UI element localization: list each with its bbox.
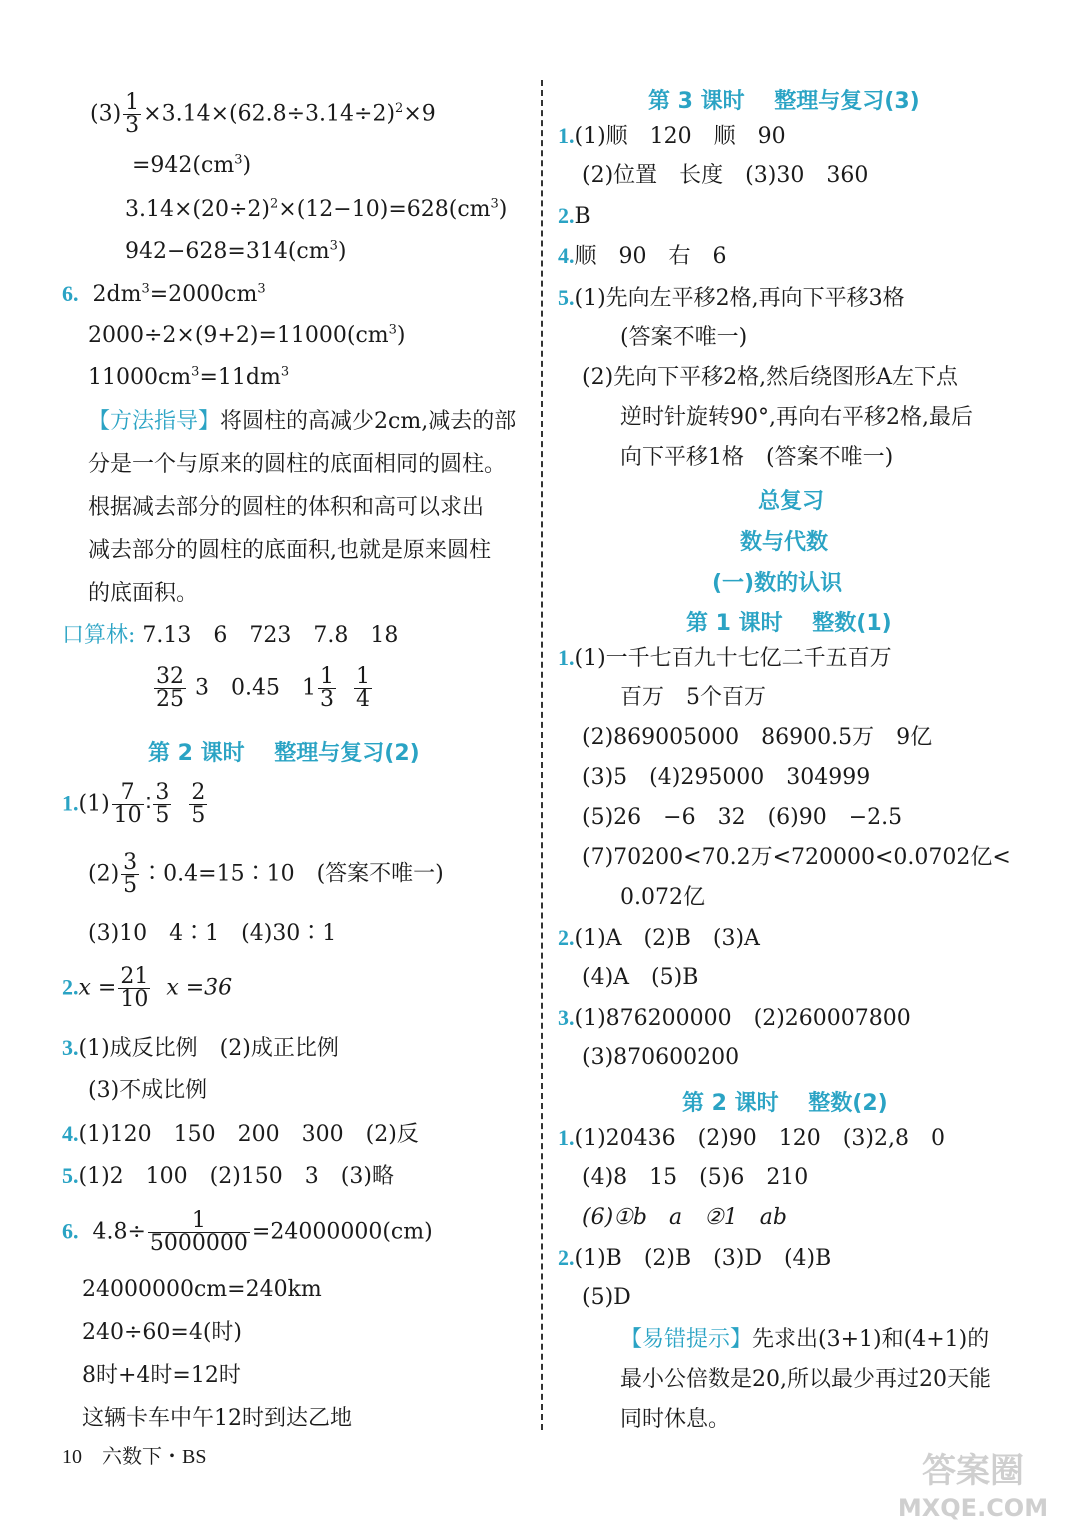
question-number: 6. — [62, 281, 79, 306]
r-q5: 5.(1)先向左平移2格,再向下平移3格 — [558, 285, 905, 311]
s2-q5: 5.(1)2 100 (2)150 3 (3)略 — [62, 1163, 394, 1189]
error-tip-line-3: 同时休息。 — [620, 1407, 731, 1432]
method-line-4: 减去部分的圆柱的底面积,也就是原来圆柱 — [88, 538, 491, 563]
error-tip: 【易错提示】先求出(3+1)和(4+1)的 — [620, 1327, 990, 1352]
z-q2-b: (4)A (5)B — [582, 965, 699, 990]
s2-q6-line-3: 240÷60=4(时) — [82, 1320, 243, 1345]
left-line-1: (3) $\frac{1}{3}$ $\times 3.14\times(62.8\div 3.14\div 2)^2\times 9$ — [90, 90, 436, 138]
s2-q2: 2.x = $\frac{21}{10}$ x =36 — [62, 964, 233, 1012]
left-line-6: $2000\div 2\times(9+2)=11000(cm^3)$ — [88, 322, 406, 348]
column-divider — [541, 80, 543, 1430]
s2-q6: 6. 4.8÷ $\frac{1}{5000000}$ =24000000(cm) — [62, 1208, 433, 1256]
heading-number-algebra: 数与代数 — [740, 530, 829, 555]
watermark-line-2: MXQE.COM — [897, 1494, 1049, 1522]
method-tag: 【方法指导】 — [88, 409, 221, 434]
watermark-line-1: 答案圈 — [922, 1451, 1024, 1491]
r-q5-e: 向下平移1格 (答案不唯一) — [620, 445, 894, 470]
kousuan-line-2: $\frac{32}{25}$ 3 0.45 1 $\frac{1}{3}$ $\frac{1}{4}$ — [156, 664, 370, 712]
error-tip-line-2: 最小公倍数是20,所以最少再过20天能 — [620, 1367, 991, 1392]
z-q1-f: (7)70200<70.2万<720000<0.0702亿< — [582, 845, 1011, 870]
section-heading-lesson-3: 第 3 课时 整理与复习(3) — [648, 89, 920, 114]
left-line-3: $3.14\times(20\div 2)^2\times(12-10)=628(cm^3)$ — [125, 196, 508, 222]
z-q1: 1.(1)一千七百九十七亿二千五百万 — [558, 645, 892, 671]
s2-q1-part-2: (2) $\frac{3}{5}$ ∶0.4=15∶10 (答案不唯一) — [88, 850, 444, 898]
r-q1: 1.(1)顺 120 顺 90 — [558, 123, 786, 149]
y-q1-c: (6)①b a ②1 ab — [582, 1205, 788, 1230]
method-line-5: 的底面积。 — [88, 581, 199, 606]
method-line-3: 根据减去部分的圆柱的体积和高可以求出 — [88, 495, 485, 520]
section-heading-integer-1: 第 1 课时 整数(1) — [686, 611, 892, 636]
heading-general-review: 总复习 — [758, 489, 825, 514]
r-q1-b: (2)位置 长度 (3)30 360 — [582, 163, 869, 188]
y-q2-b: (5)D — [582, 1285, 631, 1310]
r-q5-b: (答案不唯一) — [620, 325, 748, 350]
heading-number-recognition: (一)数的认识 — [712, 571, 843, 596]
r-q4: 4.顺 90 右 6 — [558, 243, 727, 269]
section-heading-lesson-2: 第 2 课时 整理与复习(2) — [148, 741, 420, 766]
s2-q4: 4.(1)120 150 200 300 (2)反 — [62, 1121, 419, 1147]
left-q6: 6. $2dm^3=2000cm^3$ — [62, 281, 266, 307]
y-q1: 1.(1)20436 (2)90 120 (3)2,8 0 — [558, 1125, 945, 1151]
s2-q1-part-3: (3)10 4∶1 (4)30∶1 — [88, 921, 337, 946]
r-q5-d: 逆时针旋转90°,再向右平移2格,最后 — [620, 405, 973, 430]
kousuan-label: 口算林: — [62, 623, 136, 648]
r-q5-c: (2)先向下平移2格,然后绕图形A左下点 — [582, 365, 959, 390]
z-q1-c: (2)869005000 86900.5万 9亿 — [582, 725, 933, 750]
watermark-logo — [881, 1444, 1051, 1524]
kousuan-line-1: 口算林: 7.13 6 723 7.8 18 — [62, 623, 399, 648]
s2-q6-line-4: 8时+4时=12时 — [82, 1363, 241, 1388]
s2-q3-b: (3)不成比例 — [88, 1078, 208, 1103]
error-tip-tag: 【易错提示】 — [620, 1327, 753, 1352]
z-q3: 3.(1)876200000 (2)260007800 — [558, 1005, 911, 1031]
page-footer: 10 六数下・BS — [62, 1446, 207, 1468]
s2-q6-line-2: 24000000cm=240km — [82, 1277, 322, 1302]
z-q1-d: (3)5 (4)295000 304999 — [582, 765, 871, 790]
z-q2: 2.(1)A (2)B (3)A — [558, 925, 760, 951]
y-q1-b: (4)8 15 (5)6 210 — [582, 1165, 809, 1190]
s2-q6-line-5: 这辆卡车中午12时到达乙地 — [82, 1406, 352, 1431]
s2-q3: 3.(1)成反比例 (2)成正比例 — [62, 1035, 339, 1061]
z-q3-b: (3)870600200 — [582, 1045, 740, 1070]
method-guide: 【方法指导】将圆柱的高减少2cm,减去的部 — [88, 409, 517, 434]
r-q2: 2.B — [558, 203, 591, 229]
method-line-2: 分是一个与原来的圆柱的底面相同的圆柱。 — [88, 452, 507, 477]
left-line-4: $942-628=314(cm^3)$ — [125, 238, 347, 264]
left-line-7: $11000cm^3=11dm^3$ — [88, 364, 290, 390]
z-q1-b: 百万 5个百万 — [620, 685, 766, 710]
y-q2: 2.(1)B (2)B (3)D (4)B — [558, 1245, 832, 1271]
section-heading-integer-2: 第 2 课时 整数(2) — [682, 1091, 888, 1116]
z-q1-g: 0.072亿 — [620, 885, 705, 910]
z-q1-e: (5)26 −6 32 (6)90 −2.5 — [582, 805, 903, 830]
left-line-2: $=942(cm^3)$ — [132, 152, 252, 178]
s2-q1-part-1: 1.(1) $\frac{7}{10}$ ∶ $\frac{3}{5}$ $\frac{2}{5}$ — [62, 780, 206, 828]
